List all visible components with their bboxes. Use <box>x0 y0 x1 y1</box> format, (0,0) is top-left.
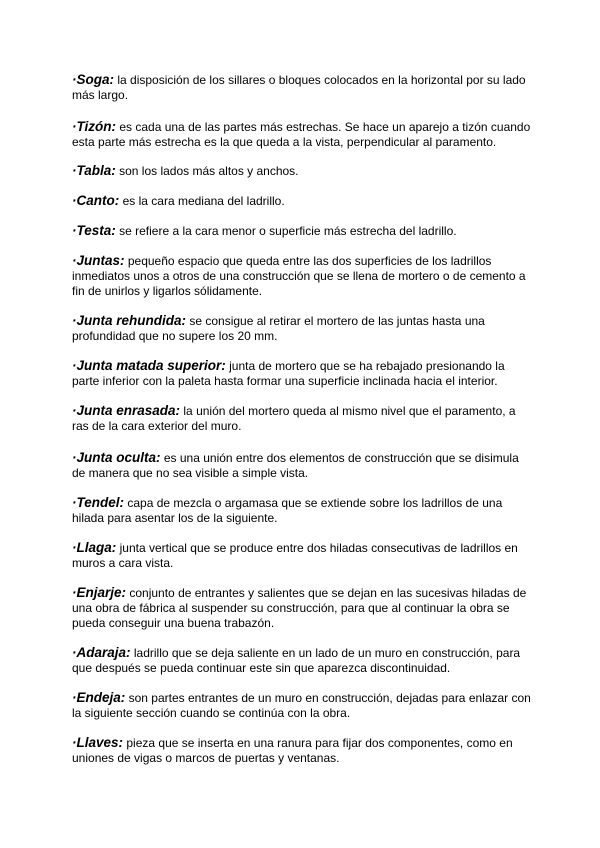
entry-canto <box>72 193 534 209</box>
definition: es cada una de las partes más estrechas. Se hace un aparejo a tizón cuando esta parte más estrecha es la que queda a la vista, perpendicular al paramento. <box>72 120 531 149</box>
definition: la disposición de los sillares o bloques colocados en la horizontal por su lado más largo. <box>72 73 526 102</box>
definition: junta de mortero que se ha rebajado presionando la parte inferior con la paleta hasta formar una superficie inclinada hacia el interior. <box>72 359 505 388</box>
definition: conjunto de entrantes y salientes que se dejan en las sucesivas hiladas de una obra de fábrica al suspender su construcción, para que al continuar la obra se pueda conseguir una buena trabazón. <box>72 586 527 630</box>
entry-llaga <box>72 540 534 571</box>
entry-tabla <box>72 163 534 179</box>
term: ·Soga: <box>72 72 114 87</box>
definition: la unión del mortero queda al mismo nivel que el paramento, a ras de la cara exterior del muro. <box>72 404 516 433</box>
definition: son los lados más altos y anchos. <box>119 164 299 178</box>
definition: capa de mezcla o argamasa que se extiende sobre los ladrillos de una hilada para asentar los de la siguiente. <box>72 496 503 525</box>
entry-enjarje <box>72 585 534 631</box>
term: ·Junta matada superior: <box>72 358 226 373</box>
definition: ladrillo que se deja saliente en un lado de un muro en construcción, para que después se pueda continuar este sin que aparezca discontinuidad. <box>72 646 521 675</box>
term: ·Tizón: <box>72 119 116 134</box>
term: ·Tabla: <box>72 163 116 178</box>
definition: se consigue al retirar el mortero de las juntas hasta una profundidad que no supere los 20 mm. <box>72 314 485 343</box>
document-page <box>72 72 534 766</box>
term: ·Endeja: <box>72 690 126 705</box>
definition: se refiere a la cara menor o superficie más estrecha del ladrillo. <box>119 224 457 238</box>
term: ·Junta rehundida: <box>72 313 186 328</box>
term: ·Junta enrasada: <box>72 403 181 418</box>
term: ·Enjarje: <box>72 585 127 600</box>
term: ·Junta oculta: <box>72 450 161 465</box>
entry-junta-rehundida <box>72 313 534 344</box>
entry-tendel <box>72 495 534 526</box>
entry-llaves <box>72 735 534 766</box>
term: ·Testa: <box>72 223 116 238</box>
definition: pequeño espacio que queda entre las dos superficies de los ladrillos inmediatos unos a otros de una construcción que se llena de mortero o de cemento a fin de unirlos y ligarlos sólidamente. <box>72 254 526 298</box>
entry-testa <box>72 223 534 239</box>
definition: junta vertical que se produce entre dos hiladas consecutivas de ladrillos en muros a cara vista. <box>72 541 518 570</box>
entry-junta-matada-superior <box>72 358 534 389</box>
definition: son partes entrantes de un muro en construcción, dejadas para enlazar con la siguiente sección cuando se continúa con la obra. <box>72 691 531 720</box>
definition: es la cara mediana del ladrillo. <box>122 194 285 208</box>
entry-endeja <box>72 690 534 721</box>
term: ·Juntas: <box>72 253 125 268</box>
entry-tizon <box>72 119 534 150</box>
term: ·Canto: <box>72 193 120 208</box>
entry-junta-enrasada <box>72 403 534 434</box>
definition: es una unión entre dos elementos de construcción que se disimula de manera que no sea visible a simple vista. <box>72 451 519 480</box>
term: ·Tendel: <box>72 495 124 510</box>
entry-soga <box>72 72 534 103</box>
term: ·Llaga: <box>72 540 117 555</box>
entry-juntas <box>72 253 534 299</box>
term: ·Adaraja: <box>72 645 131 660</box>
entry-junta-oculta <box>72 450 534 481</box>
definition: pieza que se inserta en una ranura para fijar dos componentes, como en uniones de vigas o marcos de puertas y ventanas. <box>72 736 513 765</box>
entry-adaraja <box>72 645 534 676</box>
term: ·Llaves: <box>72 735 124 750</box>
